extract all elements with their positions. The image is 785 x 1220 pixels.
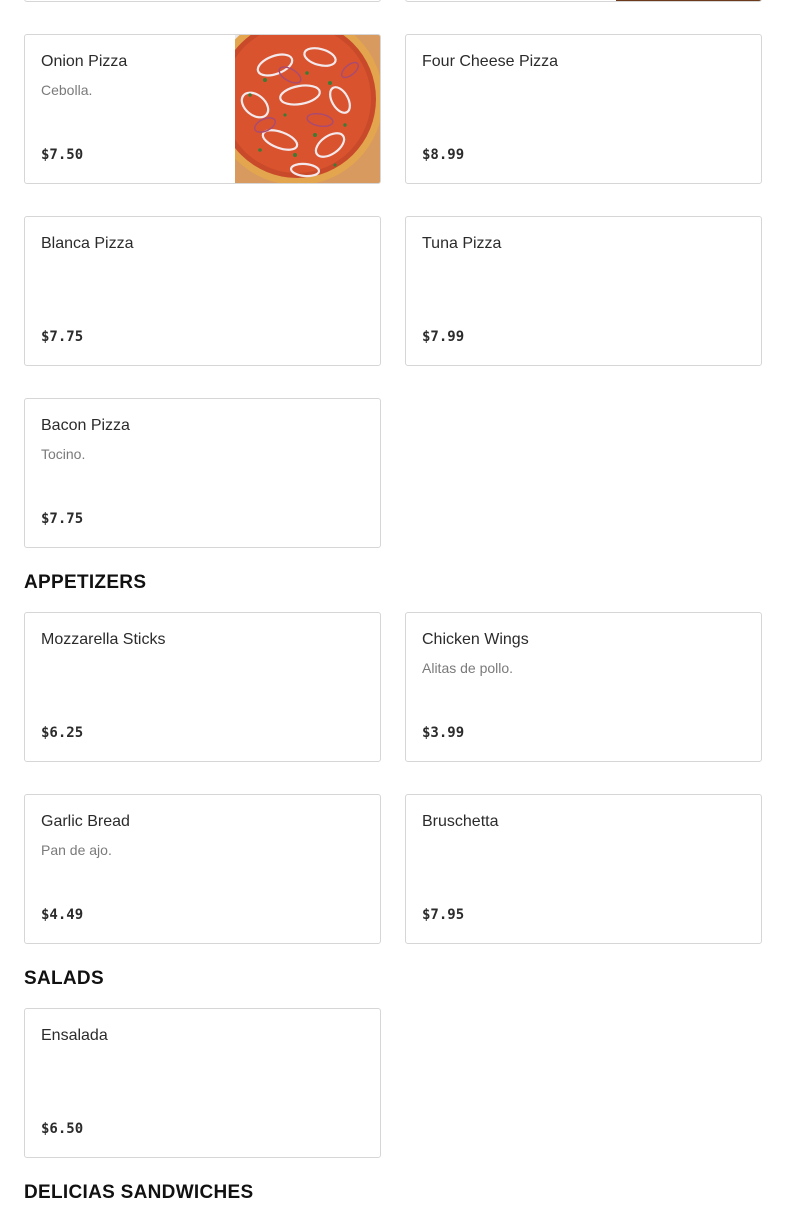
item-name: Four Cheese Pizza: [422, 53, 559, 70]
item-price: $6.50: [41, 1121, 84, 1137]
section-title-delicias-sandwiches: DELICIAS SANDWICHES: [24, 1182, 254, 1203]
item-price: $7.75: [41, 511, 84, 527]
item-name: Bacon Pizza: [41, 417, 130, 434]
item-price: $3.99: [422, 725, 465, 741]
menu-item-chicken-wings[interactable]: [405, 612, 762, 762]
item-name: Ensalada: [41, 1027, 108, 1044]
item-name: Mozzarella Sticks: [41, 631, 166, 648]
item-description: Tocino.: [41, 446, 86, 462]
onion-pizza-photo: [235, 35, 380, 184]
menu-item-garlic-bread[interactable]: [24, 794, 381, 944]
item-name: Chicken Wings: [422, 631, 529, 648]
item-name: Garlic Bread: [41, 813, 130, 830]
item-name: Onion Pizza: [41, 53, 128, 70]
menu-item-bruschetta[interactable]: [405, 794, 762, 944]
menu-item-card-partial[interactable]: [405, 0, 762, 2]
item-description: Pan de ajo.: [41, 842, 112, 858]
item-name: Blanca Pizza: [41, 235, 134, 252]
menu-item-blanca-pizza[interactable]: [24, 216, 381, 366]
item-description: Cebolla.: [41, 82, 93, 98]
menu-item-onion-pizza[interactable]: [24, 34, 381, 184]
item-price: $4.49: [41, 907, 84, 923]
item-price: $7.99: [422, 329, 465, 345]
food-photo-partial: [616, 0, 761, 2]
menu-item-mozzarella-sticks[interactable]: [24, 612, 381, 762]
menu-item-card-partial[interactable]: [24, 0, 381, 2]
section-title-salads: SALADS: [24, 968, 104, 989]
menu-item-tuna-pizza[interactable]: [405, 216, 762, 366]
item-price: $6.25: [41, 725, 84, 741]
menu-item-ensalada[interactable]: [24, 1008, 381, 1158]
item-price: $8.99: [422, 147, 465, 163]
item-price: $7.75: [41, 329, 84, 345]
menu-item-four-cheese-pizza[interactable]: [405, 34, 762, 184]
item-price: $7.50: [41, 147, 84, 163]
item-description: Alitas de pollo.: [422, 660, 514, 676]
item-name: Bruschetta: [422, 813, 499, 830]
item-price: $7.95: [422, 907, 465, 923]
menu-item-bacon-pizza[interactable]: [24, 398, 381, 548]
item-name: Tuna Pizza: [422, 235, 502, 252]
section-title-appetizers: APPETIZERS: [24, 572, 147, 593]
